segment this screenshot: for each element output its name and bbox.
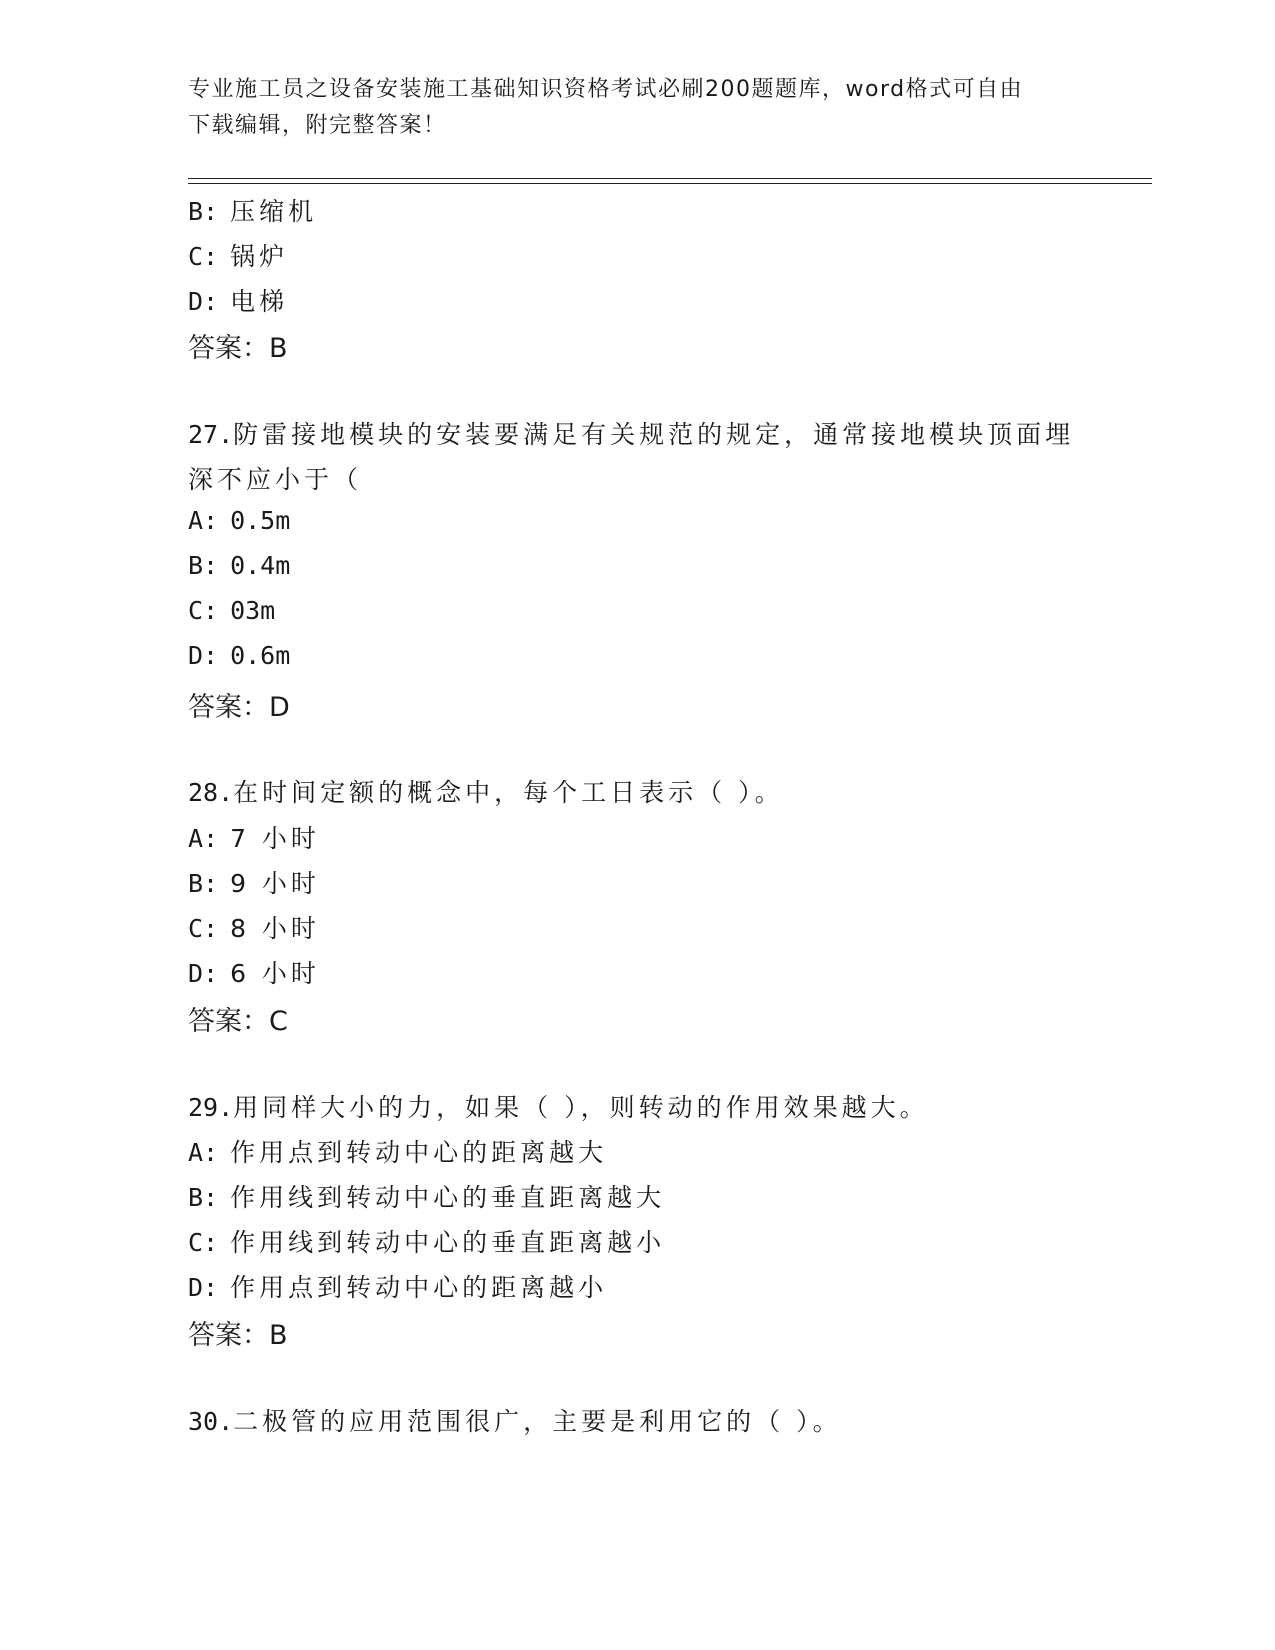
q29-answer: 答案：B	[188, 1320, 288, 1351]
q26-answer: 答案：B	[188, 333, 288, 364]
q27-option-d: D: 0.6m	[188, 641, 291, 670]
header-divider-bottom	[188, 183, 1152, 184]
q29-question: 29.用同样大小的力，如果（ ），则转动的作用效果越大。	[188, 1093, 929, 1122]
q28-option-d: D: 6 小时	[188, 959, 320, 988]
header-line-2: 下载编辑，附完整答案！	[188, 113, 447, 138]
q29-option-d: D: 作用点到转动中心的距离越小	[188, 1273, 608, 1302]
q26-option-d: D: 电梯	[188, 287, 289, 316]
q27-answer: 答案：D	[188, 692, 290, 723]
q27-question-cont: 深不应小于（	[188, 465, 363, 494]
q28-option-c: C: 8 小时	[188, 914, 320, 943]
document-header	[188, 72, 1068, 144]
q26-option-b: B: 压缩机	[188, 197, 318, 226]
q28-answer: 答案：C	[188, 1006, 288, 1037]
q29-option-c: C: 作用线到转动中心的垂直距离越小	[188, 1228, 666, 1257]
q26-option-c: C: 锅炉	[188, 242, 289, 271]
q29-option-b: B: 作用线到转动中心的垂直距离越大	[188, 1183, 666, 1212]
q27-question: 27.防雷接地模块的安装要满足有关规范的规定，通常接地模块顶面埋	[188, 420, 1075, 449]
q27-option-a: A: 0.5m	[188, 506, 291, 535]
q29-option-a: A: 作用点到转动中心的距离越大	[188, 1138, 608, 1167]
q28-option-a: A: 7 小时	[188, 824, 320, 853]
q27-option-b: B: 0.4m	[188, 551, 291, 580]
q30-question: 30.二极管的应用范围很广，主要是利用它的（ ）。	[188, 1407, 842, 1436]
q28-question: 28.在时间定额的概念中，每个工日表示（ ）。	[188, 778, 784, 807]
q28-option-b: B: 9 小时	[188, 869, 320, 898]
header-divider-top	[188, 178, 1152, 179]
q27-option-c: C: 03m	[188, 596, 276, 625]
header-line-1: 专业施工员之设备安装施工基础知识资格考试必刷200题题库，word格式可自由	[188, 77, 1024, 102]
